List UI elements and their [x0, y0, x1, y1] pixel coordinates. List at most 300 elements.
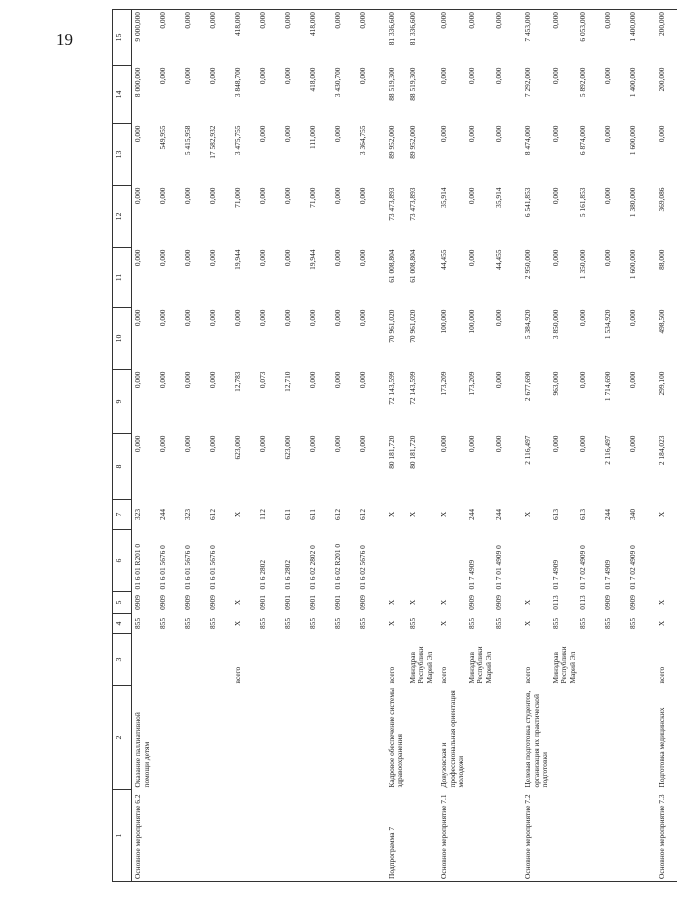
table-cell: 5 384,920 — [523, 309, 533, 340]
table-row — [518, 10, 550, 882]
table-cell — [382, 530, 407, 592]
table-cell: 0113 — [578, 595, 588, 610]
table-cell — [182, 686, 207, 790]
table-cell: 0,000 — [282, 67, 292, 85]
table-cell: 0,073 — [257, 371, 267, 389]
column-header: 10 — [113, 308, 132, 370]
table-cell: 01 6 2802 — [282, 559, 292, 590]
table-cell — [307, 634, 332, 686]
column-header: 2 — [113, 686, 132, 790]
table-cell: 855 — [407, 617, 417, 630]
table-cell: 1 600,000 — [628, 125, 638, 156]
table-cell: 0,000 — [550, 67, 560, 85]
table-cell: X — [232, 599, 242, 606]
table-cell — [232, 790, 257, 882]
table-cell: 19,944 — [307, 249, 317, 270]
table-cell: 0,000 — [628, 435, 638, 453]
table-cell: 0901 — [257, 595, 267, 610]
table-cell: 9 000,000 — [132, 10, 157, 66]
table-cell: 0,000 — [257, 309, 267, 327]
table-cell: 0,000 — [332, 10, 357, 66]
table-cell: 855 — [133, 617, 142, 630]
table-cell: Кадровое обеспечение системы здравоохранения — [386, 688, 405, 788]
table-cell: 01 7 02 4909 0 — [628, 545, 638, 590]
table-cell: всего — [439, 666, 449, 684]
table-cell: Основное мероприятие 7.2 — [518, 790, 550, 882]
table-cell — [493, 790, 518, 882]
table-cell — [434, 530, 466, 592]
table-cell: 855 — [628, 617, 638, 630]
table-cell — [550, 686, 578, 790]
table-cell — [466, 790, 494, 882]
table-body — [132, 10, 677, 882]
table-cell — [232, 686, 257, 790]
table-cell: 299,100 — [657, 371, 667, 396]
table-cell: 200,000 — [657, 67, 667, 92]
table-cell: 01 6 01 5676 0 — [157, 545, 167, 590]
table-cell: 0,000 — [439, 67, 449, 85]
table-cell: 0,000 — [603, 67, 613, 85]
table-cell: 6 053,000 — [577, 10, 602, 66]
table-cell: 0,000 — [550, 125, 560, 143]
table-cell: 88 519,300 — [386, 67, 396, 101]
table-cell: 0113 — [550, 595, 560, 610]
table-cell: 0,000 — [157, 10, 182, 66]
table-cell: X — [232, 620, 242, 627]
table-cell: 0,000 — [182, 249, 192, 267]
table-cell: 0,000 — [133, 371, 142, 389]
table-cell: Минздрав Республики Марий Эл — [407, 646, 434, 684]
table-cell: 44,455 — [494, 249, 504, 270]
table-row — [307, 10, 332, 882]
table-cell — [357, 686, 382, 790]
table-cell: 612 — [207, 508, 217, 521]
table-cell: X — [232, 511, 242, 518]
table-cell: 112 — [257, 509, 267, 520]
table-cell: 855 — [257, 617, 267, 630]
table-cell: 0,000 — [603, 249, 613, 267]
table-cell: 0,000 — [434, 10, 466, 66]
table-cell — [493, 634, 518, 686]
table-cell: 200,000 — [652, 10, 677, 66]
table-cell: 12,710 — [282, 371, 292, 392]
table-cell: 0,000 — [357, 249, 367, 267]
table-cell: 0,000 — [282, 187, 292, 205]
table-cell: 44,455 — [439, 249, 449, 270]
table-cell: 323 — [182, 508, 192, 521]
table-cell: 0,000 — [603, 187, 613, 205]
column-header: 12 — [113, 186, 132, 248]
table-cell — [132, 634, 157, 686]
table-cell: 80 181,720 — [407, 435, 417, 469]
table-cell: 0,000 — [282, 125, 292, 143]
table-cell: 0,000 — [578, 309, 588, 327]
table-cell: 5 161,853 — [578, 187, 588, 218]
table-cell: Подпрограмма 7 — [382, 790, 407, 882]
table-row — [652, 10, 677, 882]
table-row — [434, 10, 466, 882]
table-cell: 0,000 — [466, 67, 476, 85]
table-cell: 01 6 01 5676 0 — [182, 545, 192, 590]
table-cell: 0,000 — [357, 371, 367, 389]
table-cell: 0,000 — [207, 249, 217, 267]
table-cell: 01 7 01 4909 0 — [494, 545, 504, 590]
table-row — [602, 10, 627, 882]
table-cell: 111,000 — [307, 125, 317, 149]
table-cell: Подготовка медицинских — [657, 707, 667, 788]
table-cell: 3 475,755 — [232, 125, 242, 156]
table-cell: 8 000,000 — [133, 67, 142, 98]
table-cell: 0,000 — [133, 435, 142, 453]
table-cell: 0,000 — [307, 435, 317, 453]
table-cell: 1 400,000 — [628, 67, 638, 98]
table-cell: 61 008,804 — [386, 249, 396, 283]
table-cell: 0,000 — [550, 249, 560, 267]
column-header: 6 — [113, 530, 132, 592]
table-cell: 0,000 — [357, 435, 367, 453]
table-cell: 0,000 — [439, 125, 449, 143]
table-row — [466, 10, 494, 882]
table-cell: 0901 — [307, 595, 317, 610]
table-cell: 88,000 — [657, 249, 667, 270]
table-cell: Довузовская и профессиональная ориентация молодежи — [439, 690, 466, 788]
table-cell: 2 184,023 — [657, 435, 667, 466]
table-cell: 173,209 — [466, 371, 476, 396]
table-row — [257, 10, 282, 882]
table-cell: X — [657, 511, 667, 518]
table-cell: 0,000 — [133, 309, 142, 327]
table-cell: 0,000 — [157, 309, 167, 327]
table-cell: 6 874,000 — [578, 125, 588, 156]
table-cell: 0,000 — [157, 435, 167, 453]
column-header: 4 — [113, 614, 132, 634]
table-cell: 855 — [282, 617, 292, 630]
table-cell: 0,000 — [133, 125, 142, 143]
table-cell: 611 — [307, 509, 317, 520]
table-cell: X — [657, 599, 667, 606]
column-header: 3 — [113, 634, 132, 686]
table-cell: 0,000 — [332, 125, 342, 143]
table-cell: 71,000 — [307, 187, 317, 208]
table-cell: 498,500 — [657, 309, 667, 334]
table-cell — [332, 790, 357, 882]
column-header: 5 — [113, 592, 132, 614]
table-row — [577, 10, 602, 882]
table-cell — [627, 686, 652, 790]
table-cell: 855 — [307, 617, 317, 630]
table-row — [182, 10, 207, 882]
table-cell — [307, 790, 332, 882]
table-cell — [518, 530, 550, 592]
table-cell: 2 116,497 — [523, 435, 533, 465]
table-cell — [157, 790, 182, 882]
table-cell: 0,000 — [578, 435, 588, 453]
table-cell: 01 6 01 5676 0 — [207, 545, 217, 590]
table-cell — [307, 686, 332, 790]
column-header: 13 — [113, 124, 132, 186]
table-cell: 35,914 — [439, 187, 449, 208]
table-cell: 0,000 — [439, 435, 449, 453]
table-cell: X — [523, 599, 533, 606]
table-cell: 0,000 — [550, 10, 578, 66]
table-cell: всего — [232, 666, 242, 684]
table-cell — [407, 530, 435, 592]
table-cell: 0,000 — [257, 187, 267, 205]
table-cell: 613 — [550, 508, 560, 521]
table-cell: 19,944 — [232, 249, 242, 270]
table-cell: 0,000 — [257, 249, 267, 267]
table-cell — [577, 686, 602, 790]
column-header: 15 — [113, 10, 132, 66]
table-cell — [282, 686, 307, 790]
table-cell — [357, 790, 382, 882]
budget-table — [112, 9, 677, 882]
table-cell: 100,000 — [466, 309, 476, 334]
table-cell: 613 — [578, 508, 588, 521]
table-cell — [577, 790, 602, 882]
table-cell: X — [386, 599, 396, 606]
table-cell: 0,000 — [466, 187, 476, 205]
table-cell: 81 336,600 — [407, 10, 435, 66]
table-cell: 0,000 — [133, 187, 142, 205]
table-cell — [332, 634, 357, 686]
table-cell: 0901 — [282, 595, 292, 610]
table-cell: 1 600,000 — [628, 249, 638, 280]
column-header: 14 — [113, 66, 132, 124]
table-cell: X — [407, 599, 417, 606]
table-cell: Оказание паллиативной помощи детям — [133, 712, 151, 788]
table-cell: 549,955 — [157, 125, 167, 150]
table-cell: X — [386, 511, 396, 518]
table-cell: 855 — [466, 617, 476, 630]
table-cell: 0,000 — [182, 67, 192, 85]
table-cell: 8 474,000 — [523, 125, 533, 156]
table-cell: 0,000 — [282, 309, 292, 327]
table-cell: 0,000 — [628, 371, 638, 389]
table-cell: 0,000 — [332, 309, 342, 327]
table-cell: 0909 — [207, 595, 217, 610]
table-cell: 611 — [282, 509, 292, 520]
table-cell: 0,000 — [332, 435, 342, 453]
table-cell: X — [523, 620, 533, 627]
table-cell: 72 143,599 — [386, 371, 396, 405]
table-cell: 7 292,000 — [523, 67, 533, 98]
table-cell — [627, 634, 652, 686]
table-cell: 0,000 — [307, 309, 317, 327]
table-cell: 1 400,000 — [627, 10, 652, 66]
table-cell: 0,000 — [157, 67, 167, 85]
table-cell: 3 848,700 — [232, 67, 242, 98]
table-cell: 855 — [332, 617, 342, 630]
table-cell: 3 364,755 — [357, 125, 367, 156]
table-cell: 418,000 — [307, 10, 332, 66]
table-cell: 7 453,000 — [518, 10, 550, 66]
table-cell: 0,000 — [357, 187, 367, 205]
table-cell: 855 — [494, 617, 504, 630]
table-cell — [232, 530, 257, 592]
table-cell: 0909 — [157, 595, 167, 610]
column-header: 7 — [113, 500, 132, 530]
table-cell: 623,000 — [232, 435, 242, 460]
table-cell: 01 7 4909 — [603, 559, 613, 590]
table-cell: 01 7 4909 — [550, 559, 560, 590]
table-cell: 0,000 — [157, 371, 167, 389]
table-cell: 0,000 — [494, 67, 504, 85]
table-cell: 0909 — [628, 595, 638, 610]
table-cell — [282, 634, 307, 686]
table-cell: 0,000 — [603, 125, 613, 143]
table-cell — [157, 686, 182, 790]
table-cell: 17 582,932 — [207, 125, 217, 159]
table-row — [207, 10, 232, 882]
table-cell — [157, 634, 182, 686]
table-cell: 855 — [550, 617, 560, 630]
table-cell — [332, 686, 357, 790]
table-row — [132, 10, 157, 882]
table-cell — [357, 634, 382, 686]
table-cell: 0,000 — [494, 435, 504, 453]
table-cell: 0,000 — [628, 309, 638, 327]
table-cell: 0,000 — [602, 10, 627, 66]
table-cell: 01 7 4909 — [466, 559, 476, 590]
table-cell: 72 143,599 — [407, 371, 417, 405]
table-cell: 01 7 02 4909 0 — [578, 545, 588, 590]
table-cell: 89 952,000 — [386, 125, 396, 159]
table-cell: 0,000 — [282, 10, 307, 66]
column-number-row — [113, 10, 132, 882]
table-cell: 855 — [157, 617, 167, 630]
table-cell: 0,000 — [207, 67, 217, 85]
table-cell: X — [439, 599, 449, 606]
table-cell — [577, 634, 602, 686]
table-cell: 01 6 02 2802 0 — [307, 545, 317, 590]
table-cell: 1 350,000 — [578, 249, 588, 280]
table-cell: 5 415,958 — [182, 125, 192, 156]
table-row — [232, 10, 257, 882]
table-cell: 855 — [603, 617, 613, 630]
table-cell: 0,000 — [182, 10, 207, 66]
table-cell: 855 — [182, 617, 192, 630]
table-cell — [257, 790, 282, 882]
table-cell: Минздрав Республики Марий Эл — [550, 646, 577, 684]
table-cell: 2 677,690 — [523, 371, 533, 402]
table-cell: 0,000 — [466, 435, 476, 453]
table-cell: 0909 — [357, 595, 367, 610]
table-cell: 623,000 — [282, 435, 292, 460]
table-cell: 88 519,300 — [407, 67, 417, 101]
table-cell: 0901 — [332, 595, 342, 610]
table-cell — [466, 686, 494, 790]
table-cell: 0,000 — [357, 67, 367, 85]
table-row — [332, 10, 357, 882]
table-cell: 0,000 — [157, 249, 167, 267]
table-cell: 340 — [628, 508, 638, 521]
table-cell: 0,000 — [282, 249, 292, 267]
table-cell: 0,000 — [494, 125, 504, 143]
table-cell — [207, 634, 232, 686]
table-cell: 6 541,853 — [523, 187, 533, 218]
table-cell: 0,000 — [207, 435, 217, 453]
table-cell: Основное мероприятие 7.1 — [434, 790, 466, 882]
table-cell: всего — [386, 666, 396, 684]
table-cell: 173,209 — [439, 371, 449, 396]
table-cell: 0,000 — [182, 309, 192, 327]
column-header: 1 — [113, 790, 132, 882]
table-cell — [407, 790, 435, 882]
table-cell: 1 534,920 — [603, 309, 613, 340]
table-row — [407, 10, 435, 882]
table-cell: 100,000 — [439, 309, 449, 334]
table-cell: 0,000 — [157, 187, 167, 205]
table-cell — [602, 634, 627, 686]
table-cell: 0,000 — [357, 10, 382, 66]
column-header: 9 — [113, 370, 132, 434]
table-cell — [182, 634, 207, 686]
column-header: 8 — [113, 434, 132, 500]
table-cell — [207, 790, 232, 882]
table-cell: 01 6 2802 — [257, 559, 267, 590]
table-cell: 0,000 — [182, 435, 192, 453]
table-row — [493, 10, 518, 882]
table-cell — [602, 686, 627, 790]
table-cell: 0909 — [466, 595, 476, 610]
table-cell: 0909 — [182, 595, 192, 610]
table-row — [282, 10, 307, 882]
table-cell — [407, 686, 435, 790]
page-number: 19 — [56, 30, 73, 49]
table-cell: Минздрав Республики Марий Эл — [466, 646, 493, 684]
table-cell: 0,000 — [332, 371, 342, 389]
table-cell — [257, 686, 282, 790]
table-cell: 963,000 — [550, 371, 560, 396]
table-cell: 1 714,690 — [603, 371, 613, 402]
table-cell: 244 — [157, 508, 167, 521]
table-row — [382, 10, 407, 882]
table-cell: 855 — [357, 617, 367, 630]
table-cell — [257, 634, 282, 686]
table-cell: 61 008,804 — [407, 249, 417, 283]
table-cell: 0,000 — [207, 187, 217, 205]
table-cell: 0,000 — [550, 187, 560, 205]
table-cell: 0,000 — [466, 10, 494, 66]
table-cell: 0,000 — [257, 10, 282, 66]
table-cell: 0,000 — [207, 309, 217, 327]
table-cell — [627, 790, 652, 882]
table-cell — [493, 686, 518, 790]
table-cell: 612 — [332, 508, 342, 521]
table-cell: 0,000 — [257, 435, 267, 453]
table-row — [157, 10, 182, 882]
table-cell: 418,000 — [307, 67, 317, 92]
table-cell: Основное мероприятие 7.3 — [652, 790, 677, 882]
table-cell: 0,000 — [466, 249, 476, 267]
table-cell: 855 — [207, 617, 217, 630]
table-cell: 0,000 — [357, 309, 367, 327]
table-cell: 3 850,000 — [550, 309, 560, 340]
table-cell: всего — [523, 666, 533, 684]
table-cell: X — [439, 620, 449, 627]
table-cell: 0,000 — [207, 371, 217, 389]
table-cell: 0,000 — [257, 125, 267, 143]
table-cell: 01 6 02 R201 0 — [332, 543, 342, 590]
table-cell: 244 — [494, 508, 504, 521]
table-row — [627, 10, 652, 882]
table-cell — [602, 790, 627, 882]
table-cell: 70 961,020 — [407, 309, 417, 343]
table-cell: 0,000 — [494, 309, 504, 327]
table-cell: 70 961,020 — [386, 309, 396, 343]
table-cell — [207, 686, 232, 790]
